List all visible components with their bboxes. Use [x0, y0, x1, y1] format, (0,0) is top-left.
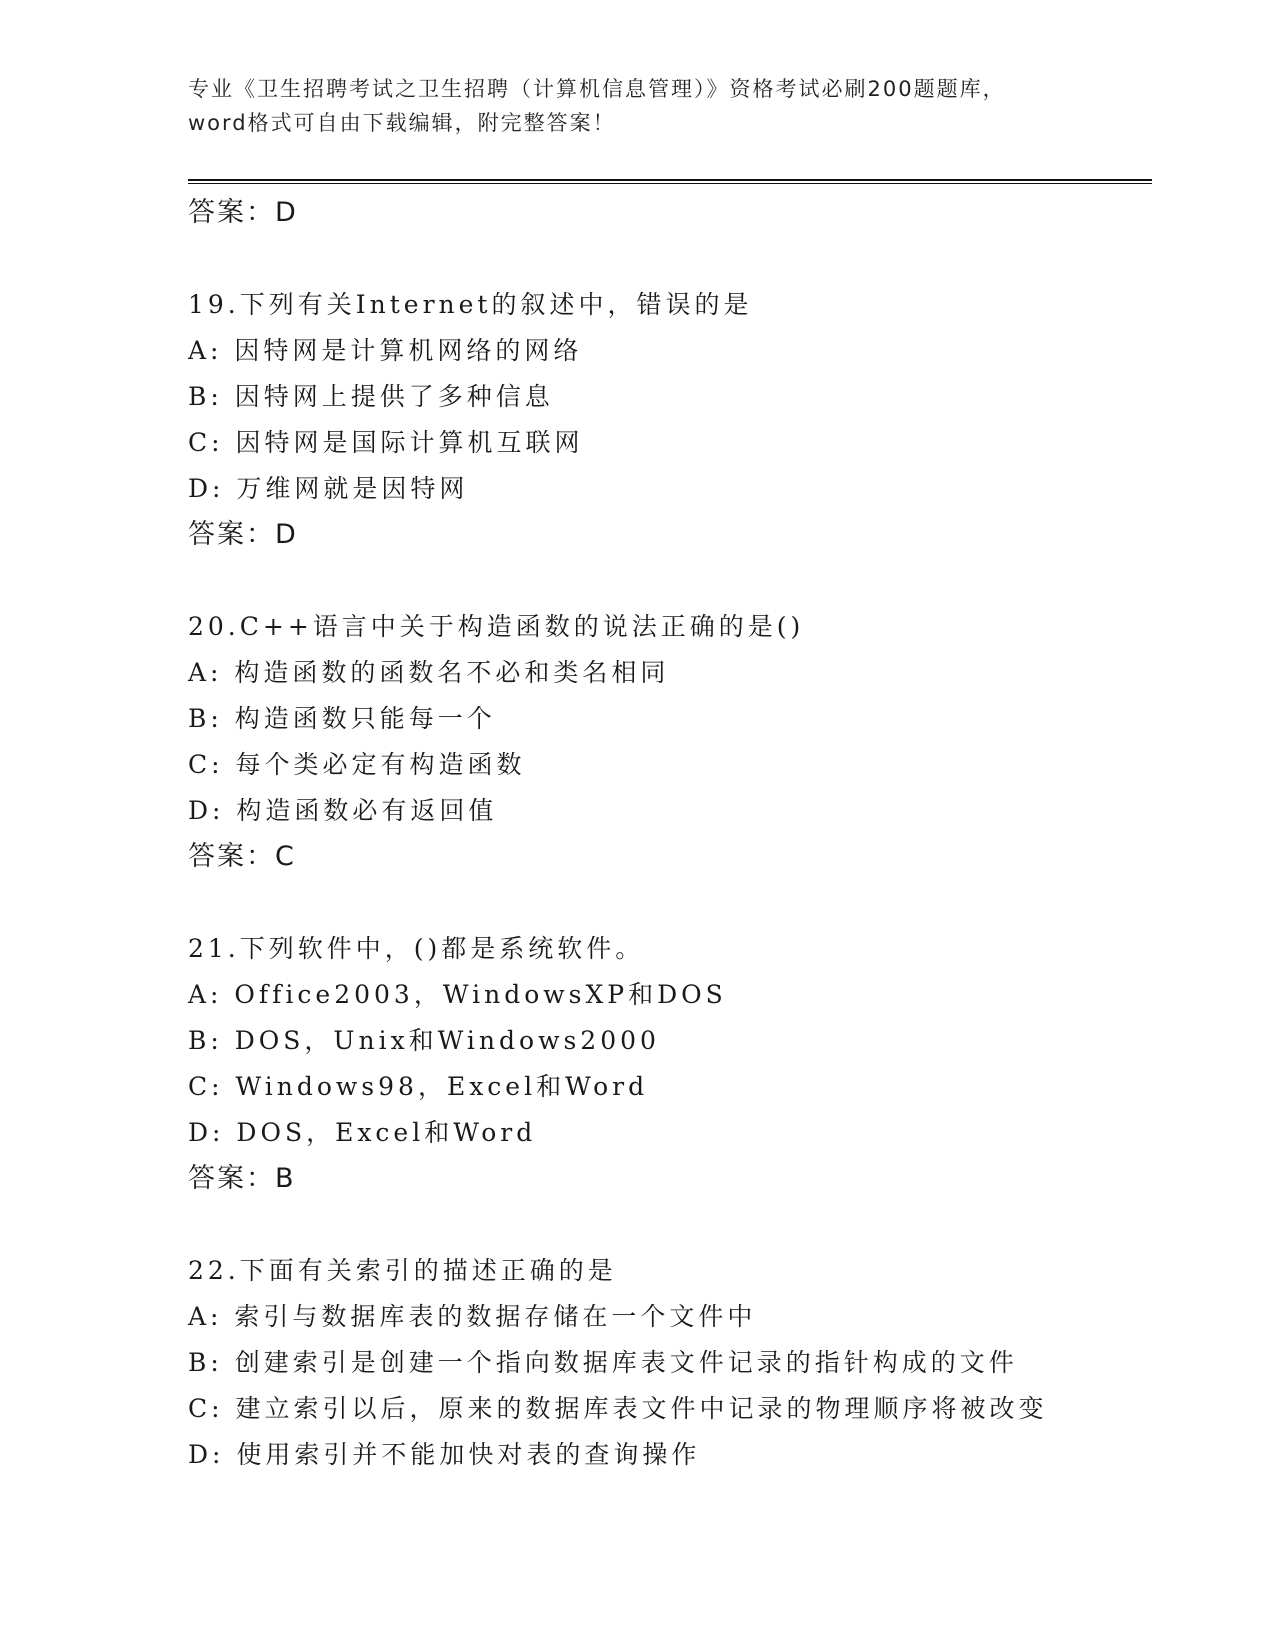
question-22 — [188, 1248, 1152, 1478]
spacer — [188, 558, 1152, 604]
option-c: C: 每个类必定有构造函数 — [188, 750, 526, 779]
document-header — [188, 72, 1088, 140]
question-19 — [188, 282, 1152, 558]
question-stem: 20.C++语言中关于构造函数的说法正确的是() — [188, 612, 805, 641]
answer: 答案：B — [188, 1163, 296, 1194]
header-divider-thin — [188, 183, 1152, 184]
question-stem: 21.下列软件中，()都是系统软件。 — [188, 934, 645, 963]
answer: 答案：C — [188, 841, 296, 872]
spacer — [188, 880, 1152, 926]
question-stem: 19.下列有关Internet的叙述中，错误的是 — [188, 290, 753, 319]
answer: 答案：D — [188, 519, 298, 550]
option-b: B: 创建索引是创建一个指向数据库表文件记录的指针构成的文件 — [188, 1348, 1018, 1377]
question-20 — [188, 604, 1152, 880]
option-a: A: 索引与数据库表的数据存储在一个文件中 — [188, 1302, 757, 1331]
option-a: A: 因特网是计算机网络的网络 — [188, 336, 583, 365]
spacer — [188, 1202, 1152, 1248]
header-line-1: 专业《卫生招聘考试之卫生招聘（计算机信息管理）》资格考试必刷200题题库， — [188, 77, 1006, 101]
option-b: B: 构造函数只能每一个 — [188, 704, 496, 733]
option-c: C: 因特网是国际计算机互联网 — [188, 428, 584, 457]
option-a: A: Office2003，WindowsXP和DOS — [188, 980, 727, 1009]
header-divider-thick — [188, 179, 1152, 181]
option-a: A: 构造函数的函数名不必和类名相同 — [188, 658, 670, 687]
option-d: D: 使用索引并不能加快对表的查询操作 — [188, 1440, 701, 1469]
option-c: C: Windows98，Excel和Word — [188, 1072, 649, 1101]
option-b: B: 因特网上提供了多种信息 — [188, 382, 554, 411]
option-d: D: DOS，Excel和Word — [188, 1118, 537, 1147]
option-c: C: 建立索引以后，原来的数据库表文件中记录的物理顺序将被改变 — [188, 1394, 1048, 1423]
question-stem: 22.下面有关索引的描述正确的是 — [188, 1256, 617, 1285]
header-line-2: word格式可自由下载编辑，附完整答案！ — [188, 111, 616, 135]
spacer — [188, 236, 1152, 282]
previous-answer: 答案：D — [188, 197, 298, 228]
option-d: D: 万维网就是因特网 — [188, 474, 469, 503]
question-list — [188, 190, 1152, 1478]
option-b: B: DOS，Unix和Windows2000 — [188, 1026, 660, 1055]
question-21 — [188, 926, 1152, 1202]
option-d: D: 构造函数必有返回值 — [188, 796, 498, 825]
